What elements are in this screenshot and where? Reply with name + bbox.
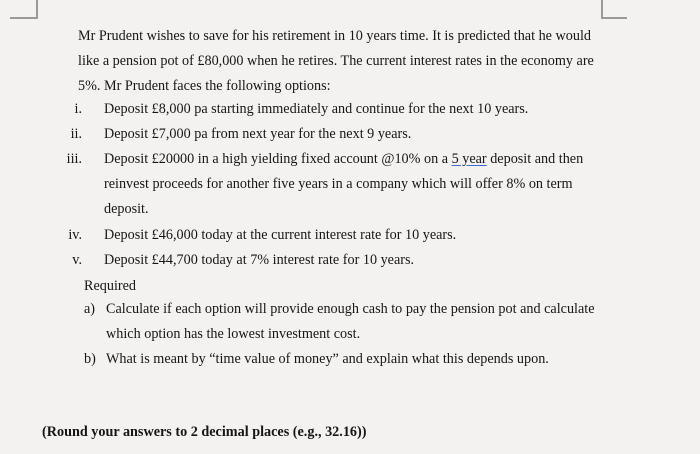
intro-paragraph: Mr Prudent wishes to save for his retirement in 10 years time. It is predicted that he would like a pension pot of £80,000 when he retires. The current interest rates in the economy are 5%. Mr Prudent faces the following options:: [78, 28, 594, 94]
task-text: What is meant by “time value of money” and explain what this depends upon.: [106, 351, 549, 367]
option-number: ii.: [70, 126, 82, 142]
task-label: a): [84, 301, 96, 317]
task-text: Calculate if each option will provide enough cash to pay the pension pot and calculate which option has the lowest investment cost.: [106, 301, 595, 342]
required-heading: Required: [84, 278, 137, 294]
crop-mark-left: [10, 0, 38, 19]
option-text-start: Deposit £20000 in a high yielding fixed account @10% on a: [104, 151, 452, 167]
option-text: Deposit £46,000 today at the current interest rate for 10 years.: [104, 227, 457, 243]
crop-mark-right: [601, 0, 627, 19]
task-label: b): [84, 351, 96, 367]
option-text-end: deposit and then reinvest proceeds for another five years in a company which will offer 8% on term deposit.: [104, 151, 584, 217]
option-number: v.: [72, 252, 82, 268]
option-number: iv.: [68, 227, 82, 243]
option-text: Deposit £44,700 today at 7% interest rate for 10 years.: [104, 252, 415, 268]
option-text: Deposit £8,000 pa starting immediately and continue for the next 10 years.: [104, 101, 529, 117]
option-number: i.: [74, 101, 82, 117]
underlined-term: 5 year: [451, 151, 487, 167]
option-number: iii.: [66, 151, 82, 167]
rounding-note: (Round your answers to 2 decimal places (e.g., 32.16)): [42, 424, 367, 440]
option-text: Deposit £7,000 pa from next year for the next 9 years.: [104, 126, 412, 142]
option-text: [104, 147, 602, 222]
